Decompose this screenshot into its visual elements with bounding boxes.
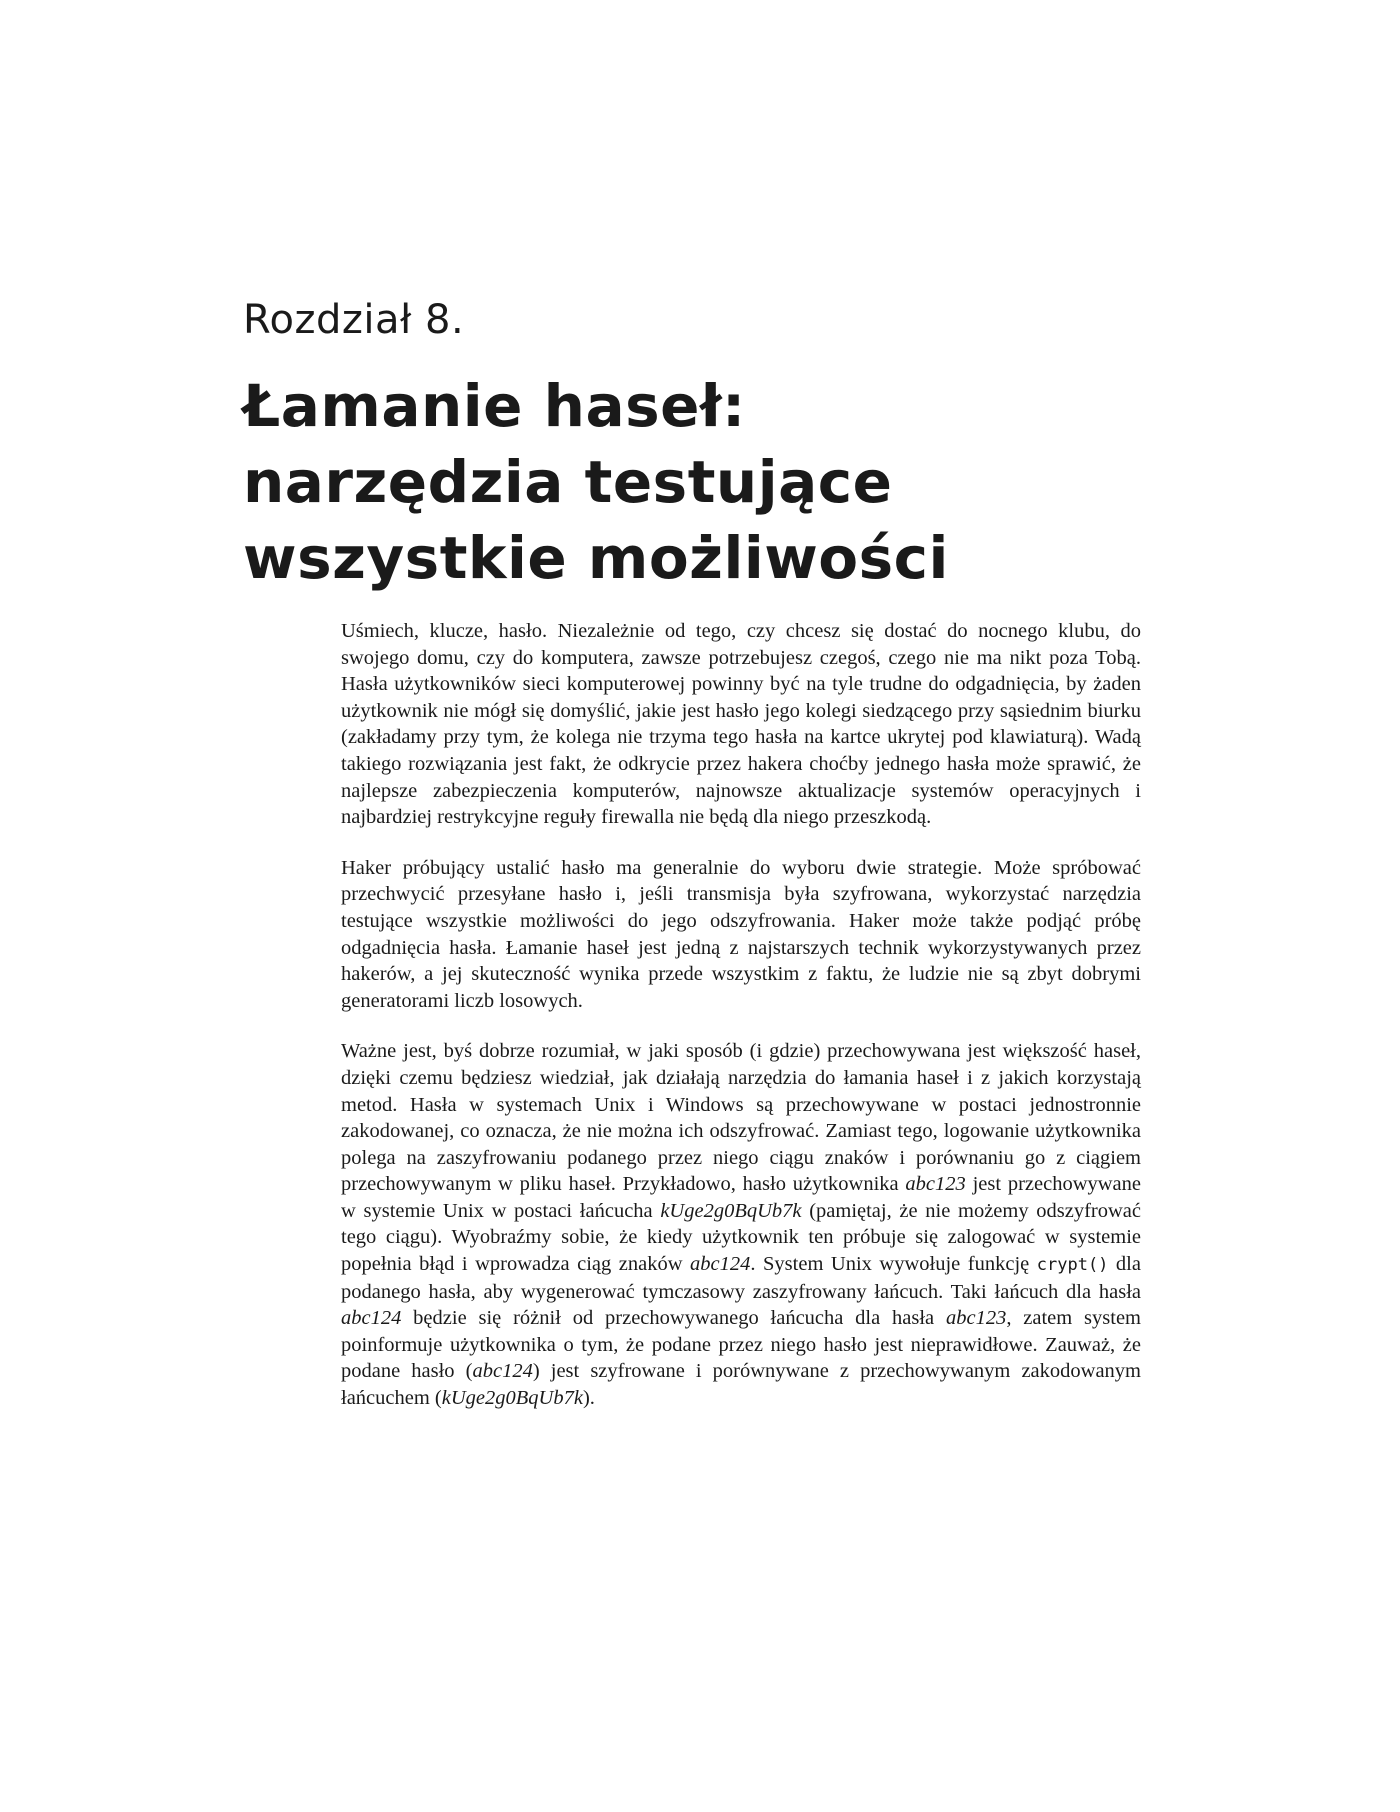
italic-term: abc123 — [905, 1173, 966, 1196]
paragraph: Haker próbujący ustalić hasło ma generalnie do wyboru dwie strategie. Może spróbować przechwycić przesyłane hasło i, jeśli transmisja była szyfrowana, wykorzystać narzędzia testujące wszystkie możliwości do jego odszyfrowania. Haker może także podjąć próbę odgadnięcia hasła. Łamanie haseł jest jedną z najstarszych technik wykorzystywanych przez hakerów, a jej skuteczność wynika przede wszystkim z faktu, że ludzie nie są zbyt dobrymi generatorami liczb losowych. — [341, 856, 1141, 1012]
code-term: crypt() — [1036, 1255, 1109, 1276]
italic-term: abc124 — [341, 1307, 402, 1330]
paragraph: Ważne jest, byś dobrze rozumiał, w jaki sposób (i gdzie) przechowywana jest większość haseł, dzięki czemu będziesz wiedział, jak działają narzędzia do łamania haseł i z jakich korzystają metod. Hasła w systemach Unix i Windows są przechowywane w postaci jednostronnie zakodowanej, co oznacza, że nie można ich odszyfrować. Zamiast tego, logowanie użytkownika polega na zaszyfrowaniu podanego przez niego ciągu znaków i porównaniu go z ciągiem przechowywanym w pliku haseł. Przykładowo, hasło użytkownika abc123 jest przechowywane w systemie Unix w postaci łańcucha kUge2g0BqUb7k (pamiętaj, że nie możemy odszyfrować tego ciągu). Wyobraźmy sobie, że kiedy użytkownik ten próbuje się zalogować w systemie popełnia błąd i wprowadza ciąg znaków abc124. System Unix wywołuje funkcję crypt() dla podanego hasła, aby wygenerować tymczasowy zaszyfrowany łańcuch. Taki łańcuch dla hasła abc124 będzie się różnił od przechowywanego łańcucha dla hasła abc123, zatem system poinformuje użytkownika o tym, że podane przez niego hasło jest nieprawidłowe. Zauważ, że podane hasło (abc124) jest szyfrowane i porównywane z przechowywanym zakodowanym łańcuchem (kUge2g0BqUb7k). — [341, 1040, 1142, 1410]
italic-term: kUge2g0BqUb7k — [441, 1387, 583, 1410]
italic-term: abc124 — [690, 1253, 751, 1276]
chapter-title-line: narzędzia testujące — [243, 448, 893, 516]
italic-term: abc124 — [472, 1360, 533, 1383]
italic-term: kUge2g0BqUb7k — [660, 1199, 802, 1222]
chapter-title-line: Łamanie haseł: — [243, 372, 746, 440]
paragraph: Uśmiech, klucze, hasło. Niezależnie od tego, czy chcesz się dostać do nocnego klubu, do swojego domu, czy do komputera, zawsze potrzebujesz czegoś, czego nie ma nikt poza Tobą. Hasła użytkowników sieci komputerowej powinny być na tyle trudne do odgadnięcia, by żaden użytkownik nie mógł się domyślić, jakie jest hasło jego kolegi siedzącego przy sąsiednim biurku (zakładamy przy tym, że kolega nie trzyma tego hasła na kartce ukrytej pod klawiaturą). Wadą takiego rozwiązania jest fakt, że odkrycie przez hakera choćby jednego hasła może sprawić, że najlepsze zabezpieczenia komputerów, najnowsze aktualizacje systemów operacyjnych i najbardziej restrykcyjne reguły firewalla nie będą dla niego przeszkodą. — [341, 620, 1141, 829]
chapter-title-line: wszystkie możliwości — [243, 524, 949, 592]
chapter-title — [243, 368, 1243, 596]
chapter-label: Rozdział 8. — [243, 297, 465, 343]
body-text — [341, 618, 1141, 1436]
italic-term: abc123 — [945, 1307, 1007, 1330]
